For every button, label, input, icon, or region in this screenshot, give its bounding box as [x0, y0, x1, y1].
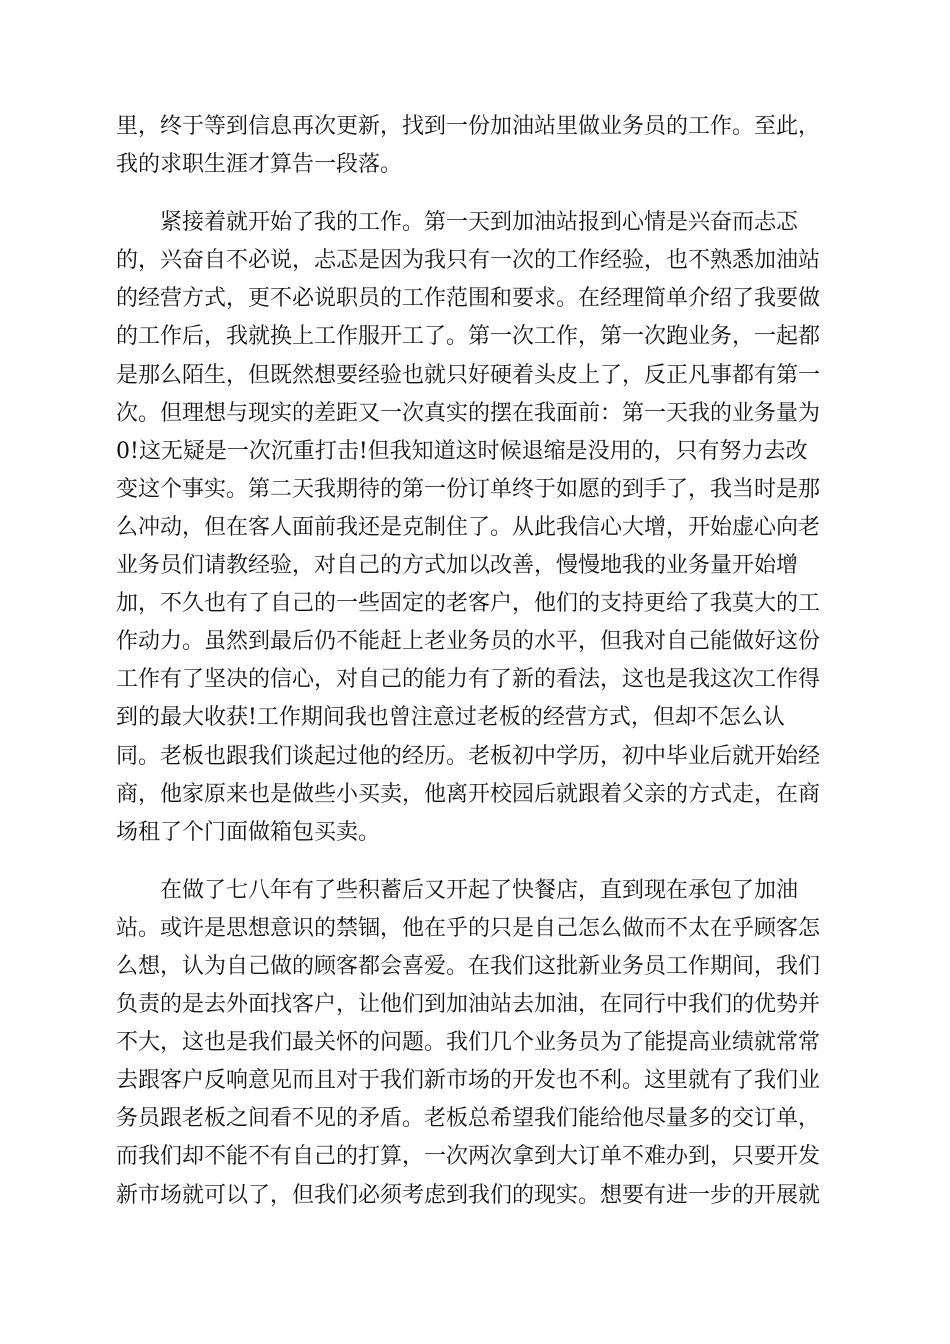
- text-line: 变这个事实。第二天我期待的第一份订单终于如愿的到手了，我当时是那: [116, 476, 821, 502]
- text-line: 到的最大收获!工作期间我也曾注意过老板的经营方式，但却不怎么认: [116, 705, 785, 731]
- text-line: 次。但理想与现实的差距又一次真实的摆在我面前：第一天我的业务量为: [116, 400, 821, 426]
- text-line: 么想，认为自己做的顾客都会喜爱。在我们这批新业务员工作期间，我们: [116, 953, 821, 979]
- text-line: 业务员们请教经验，对自己的方式加以改善，慢慢地我的业务量开始增: [116, 553, 799, 579]
- paragraph-gap: [116, 184, 836, 204]
- text-line: 加，不久也有了自己的一些固定的老客户，他们的支持更给了我莫大的工: [116, 591, 821, 617]
- document-page: [116, 108, 836, 1215]
- paragraph: [116, 872, 836, 1215]
- text-line: 作动力。虽然到最后仍不能赶上老业务员的水平，但我对自己能做好这份: [116, 629, 821, 655]
- text-line: 工作有了坚决的信心，对自己的能力有了新的看法，这也是我这次工作得: [116, 667, 821, 693]
- text-line: 里，终于等到信息再次更新，找到一份加油站里做业务员的工作。至此，: [116, 114, 821, 139]
- text-line: 不大，这也是我们最关怀的问题。我们几个业务员为了能提高业绩就常常: [116, 1030, 821, 1056]
- text-line: 站。或许是思想意识的禁锢，他在乎的只是自己怎么做而不太在乎顾客怎: [116, 915, 821, 941]
- text-line: 务员跟老板之间看不见的矛盾。老板总希望我们能给他尽量多的交订单，: [116, 1106, 821, 1132]
- text-line: 紧接着就开始了我的工作。第一天到加油站报到心情是兴奋而忐忑: [160, 210, 799, 236]
- text-line: 我的求职生涯才算告一段落。: [116, 152, 403, 178]
- text-line: 在做了七八年有了些积蓄后又开起了快餐店，直到现在承包了加油: [160, 877, 799, 903]
- text-line: 是那么陌生，但既然想要经验也就只好硬着头皮上了，反正凡事都有第一: [116, 362, 821, 388]
- text-line: 么冲动，但在客人面前我还是克制住了。从此我信心大增，开始虚心向老: [116, 514, 821, 540]
- text-line: 场租了个门面做箱包买卖。: [116, 819, 381, 845]
- text-line: 同。老板也跟我们谈起过他的经历。老板初中学历，初中毕业后就开始经: [116, 743, 821, 769]
- text-line: 的，兴奋自不必说，忐忑是因为我只有一次的工作经验，也不熟悉加油站: [116, 248, 821, 274]
- text-line: 去跟客户反响意见而且对于我们新市场的开发也不利。这里就有了我们业: [116, 1068, 821, 1094]
- paragraph-gap: [116, 852, 836, 872]
- text-line: 商，他家原来也是做些小买卖，他离开校园后就跟着父亲的方式走，在商: [116, 781, 821, 807]
- paragraph: [116, 204, 836, 852]
- text-line: 新市场就可以了，但我们必须考虑到我们的现实。想要有进一步的开展就: [116, 1182, 821, 1208]
- text-line: 的工作后，我就换上工作服开工了。第一次工作，第一次跑业务，一起都: [116, 324, 821, 350]
- text-line: 的经营方式，更不必说职员的工作范围和要求。在经理简单介绍了我要做: [116, 286, 821, 312]
- text-line: 而我们却不能不有自己的打算，一次两次拿到大订单不难办到，只要开发: [116, 1144, 821, 1170]
- paragraph: [116, 108, 836, 184]
- text-line: 0!这无疑是一次沉重打击!但我知道这时候退缩是没用的，只有努力去改: [116, 438, 808, 464]
- text-line: 负责的是去外面找客户，让他们到加油站去加油，在同行中我们的优势并: [116, 992, 821, 1018]
